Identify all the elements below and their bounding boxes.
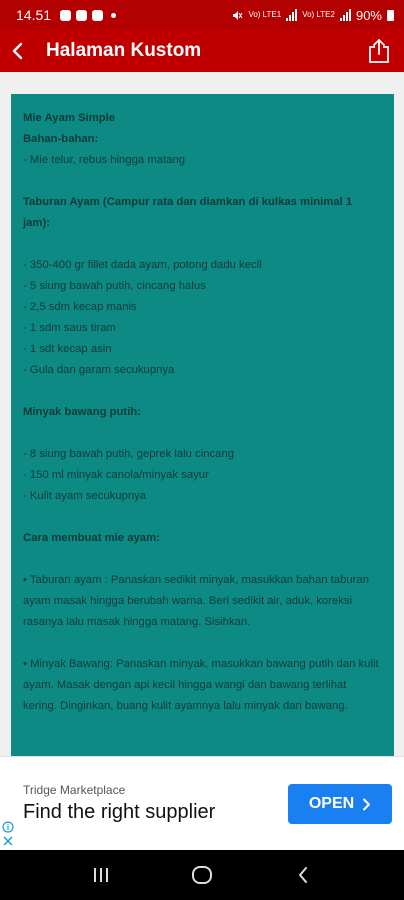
ad-source: Tridge Marketplace (23, 783, 126, 797)
recipe-line: • Minyak Bawang: Panaskan minyak, masukkan bawang putih dan kulit ayam. Masak dengan api kecil hingga wangi dan bawang terlihat kering. Dinginkan, buang kulit ayamnya lalu minyak dan bawang. (23, 658, 379, 712)
blank-line (23, 507, 382, 528)
recipe-card (11, 94, 394, 756)
battery-icon (387, 10, 394, 21)
mute-icon (232, 10, 243, 21)
recipe-line: • Taburan ayam : Panaskan sedikit minyak, masukkan bahan taburan ayam masak hingga berubah warna. Beri sedikit air, aduk, koreksi rasanya lalu masak hingga matang. Sisihkan. (23, 574, 369, 628)
chevron-left-icon (11, 42, 25, 60)
recipe-line: - Mie telur, rebus hingga matang (23, 154, 186, 166)
ad-banner[interactable] (0, 756, 404, 850)
signal-1-icon (286, 9, 297, 21)
chevron-right-icon (362, 798, 371, 811)
notification-icon (92, 10, 103, 21)
network-label-2: Vo) LTE2 (302, 10, 335, 19)
recipe-line: - 350-400 gr fillet dada ayam, potong dadu kecil (23, 259, 262, 271)
close-icon[interactable] (2, 835, 14, 847)
recipe-heading: Bahan-bahan: (23, 133, 99, 145)
recipe-heading: Minyak bawang putih: (23, 406, 141, 418)
ad-open-button[interactable] (288, 784, 392, 824)
recipe-line: - 150 ml minyak canola/minyak sayur (23, 469, 209, 481)
blank-line (23, 549, 382, 570)
info-icon[interactable] (2, 821, 14, 833)
share-button[interactable] (358, 30, 400, 72)
nav-back-button[interactable] (283, 855, 323, 895)
recipe-heading: Cara membuat mie ayam: (23, 532, 160, 544)
ad-headline[interactable]: Find the right supplier (23, 801, 216, 823)
signal-2-icon (340, 9, 351, 21)
recents-icon (92, 867, 110, 883)
status-time: 14.51 (16, 7, 52, 23)
share-icon (368, 38, 390, 64)
app-bar (0, 30, 404, 72)
blank-line (23, 633, 382, 654)
blank-line (23, 234, 382, 255)
recents-button[interactable] (81, 855, 121, 895)
whatsapp-icon (60, 10, 71, 21)
recipe-line: - 8 siung bawah putih, geprek lalu cincang (23, 448, 235, 460)
recipe-line: - Gula dan garam secukupnya (23, 364, 175, 376)
content-area[interactable] (0, 72, 404, 756)
back-icon (297, 866, 309, 884)
status-bar (0, 0, 404, 30)
recipe-line: - 1 sdm saus tiram (23, 322, 116, 334)
page-title: Halaman Kustom (46, 40, 202, 61)
recipe-heading: Taburan Ayam (Campur rata dan diamkan di kulkas minimal 1 jam): (23, 196, 353, 229)
recipe-heading: Mie Ayam Simple (23, 112, 116, 124)
blank-line (23, 423, 382, 444)
status-right (232, 8, 394, 23)
recipe-line: - Kulit ayam secukupnya (23, 490, 147, 502)
network-label-1: Vo) LTE1 (248, 10, 282, 19)
ad-open-label: OPEN (308, 795, 355, 812)
gallery-icon (76, 10, 87, 21)
recipe-line: - 1 sdt kecap asin (23, 343, 112, 355)
recipe-line: - 5 siung bawah putih, cincang halus (23, 280, 206, 292)
battery-percent: 90% (355, 7, 382, 23)
blank-line (23, 171, 382, 192)
back-button[interactable] (0, 30, 36, 72)
more-notifications-icon (111, 13, 116, 18)
recipe-line: - 2,5 sdm kecap manis (23, 301, 137, 313)
system-nav-bar (0, 850, 404, 900)
blank-line (23, 381, 382, 402)
home-button[interactable] (182, 855, 222, 895)
home-icon (191, 865, 213, 885)
status-left (16, 7, 116, 23)
